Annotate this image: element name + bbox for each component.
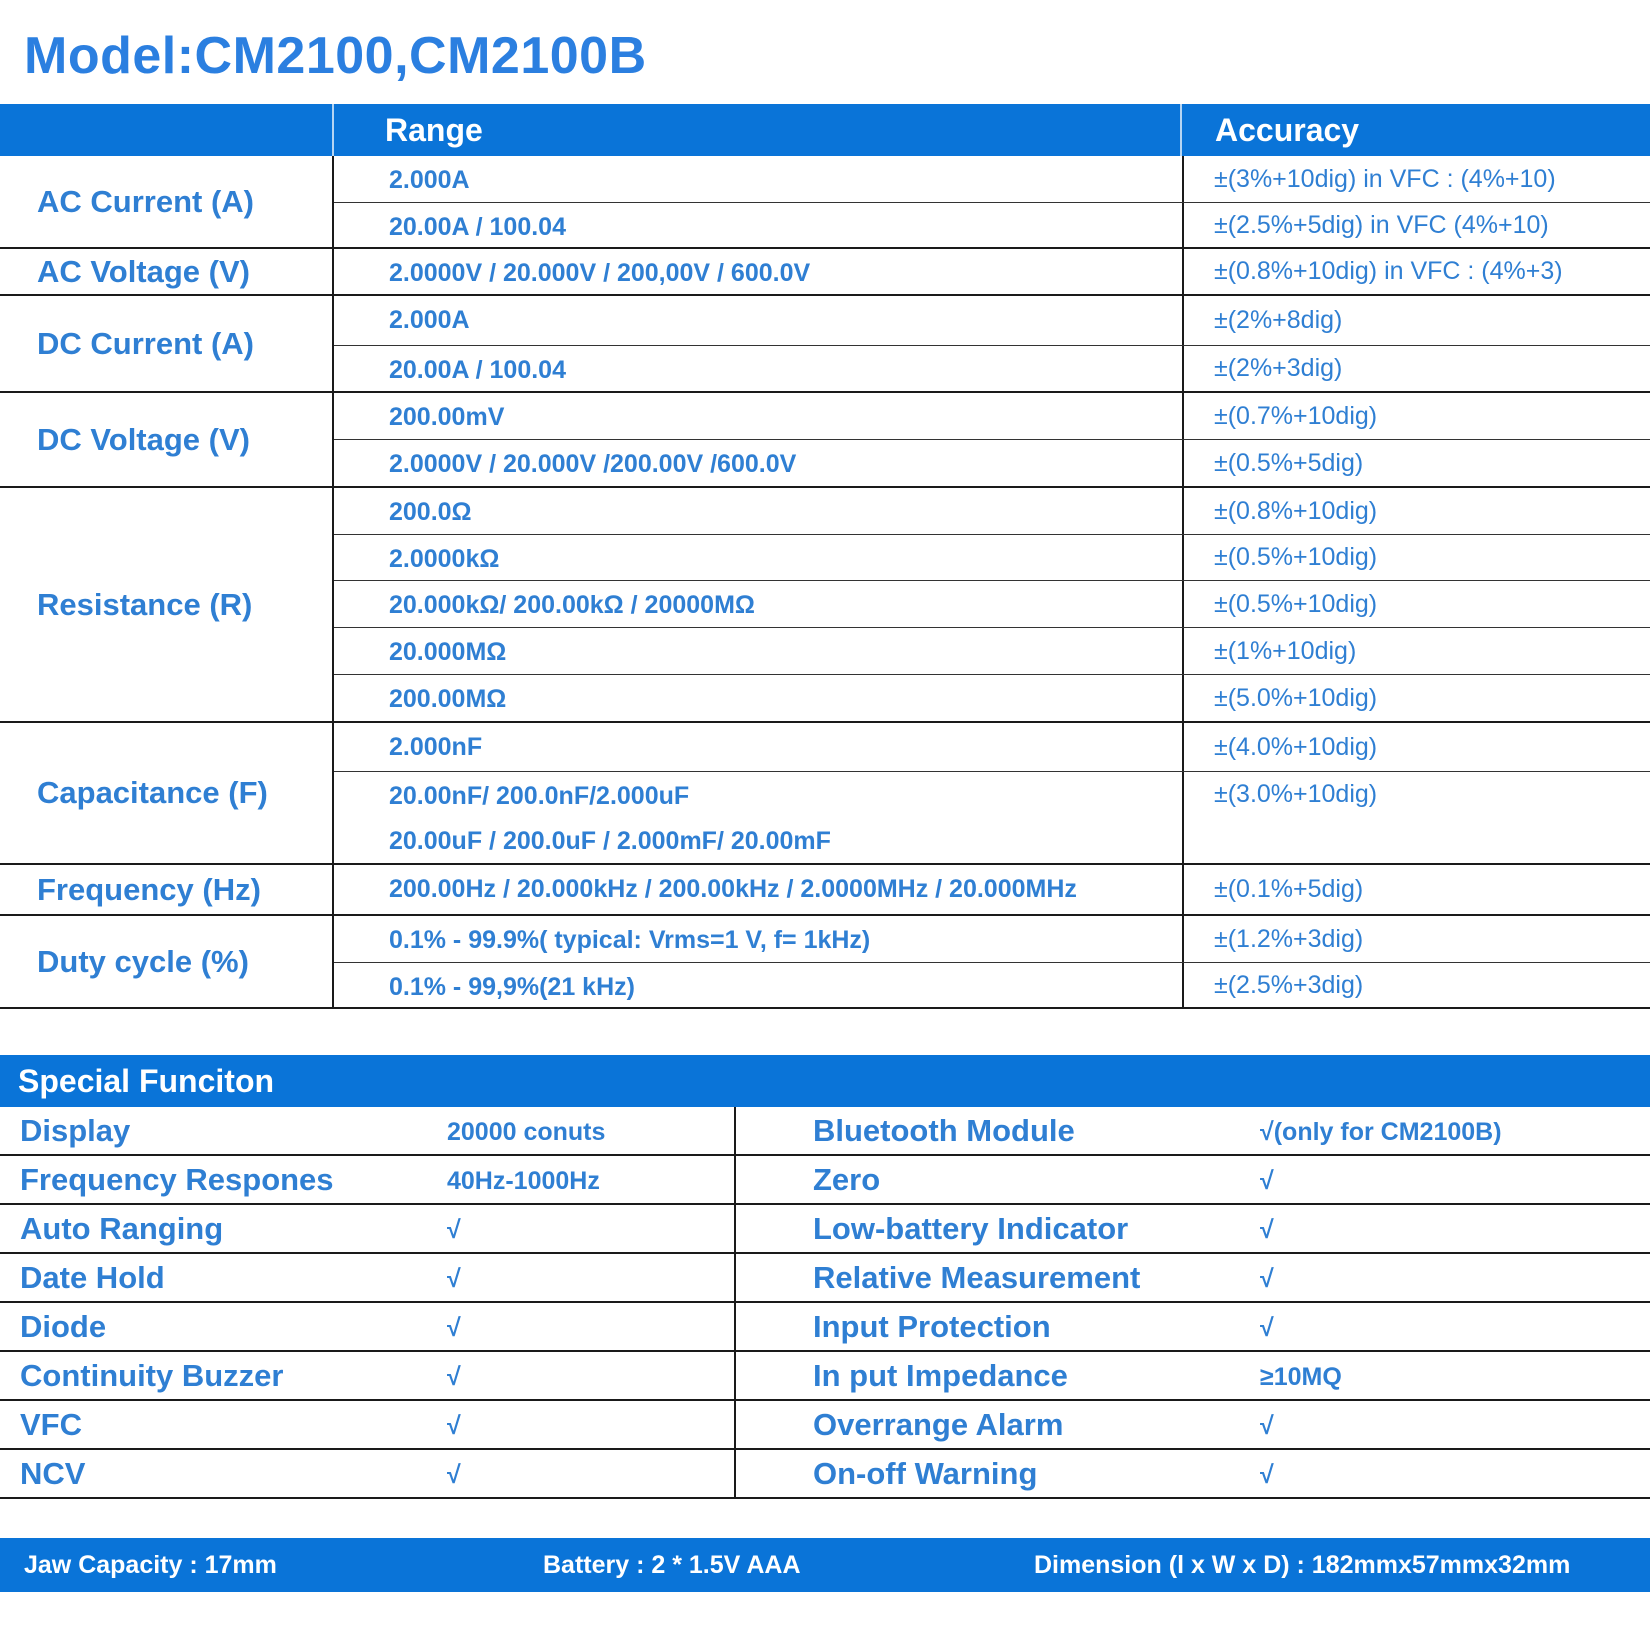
- feature-value: √: [1260, 1216, 1274, 1244]
- accuracy-value: ±(0.5%+10dig): [1182, 535, 1377, 580]
- range-value: 200.00MΩ: [389, 685, 507, 713]
- accuracy-value: ±(2%+3dig): [1182, 346, 1342, 391]
- spec-row: [334, 817, 1650, 863]
- battery-info: Battery : 2 * 1.5V AAA: [543, 1551, 801, 1579]
- accuracy-value: ±(3%+10dig) in VFC : (4%+10): [1182, 156, 1556, 202]
- spec-group: [0, 916, 1650, 1009]
- feature-name: Continuity Buzzer: [20, 1358, 284, 1393]
- measurement-label: AC Current (A): [37, 183, 254, 219]
- range-value: 2.000nF: [389, 733, 483, 761]
- feature-value: 20000 conuts: [447, 1118, 606, 1146]
- feature-name: NCV: [20, 1456, 86, 1491]
- feature-name: On-off Warning: [813, 1456, 1038, 1491]
- accuracy-value: ±(5.0%+10dig): [1182, 675, 1377, 721]
- measurement-label: AC Voltage (V): [37, 253, 250, 289]
- spec-row: [334, 535, 1650, 581]
- accuracy-value: ±(1.2%+3dig): [1182, 916, 1363, 962]
- accuracy-value: ±(2%+8dig): [1182, 296, 1342, 345]
- special-function-row: [0, 1303, 1650, 1352]
- feature-name: In put Impedance: [813, 1358, 1068, 1393]
- accuracy-value: ±(0.7%+10dig): [1182, 393, 1377, 439]
- range-value: 200.00Hz / 20.000kHz / 200.00kHz / 2.0000MHz / 20.000MHz: [389, 875, 1077, 903]
- special-function-section: [0, 1055, 1650, 1499]
- spec-row: [334, 865, 1650, 914]
- special-function-row: [0, 1254, 1650, 1303]
- accuracy-value: ±(0.5%+5dig): [1182, 440, 1363, 486]
- feature-name: Input Protection: [813, 1309, 1051, 1344]
- feature-value: √: [447, 1216, 461, 1244]
- measurement-label: Resistance (R): [37, 586, 253, 622]
- spec-group: [0, 296, 1650, 393]
- range-column-header: Range: [385, 112, 483, 148]
- feature-value: 40Hz-1000Hz: [447, 1167, 600, 1195]
- accuracy-value: ±(0.1%+5dig): [1182, 865, 1363, 914]
- accuracy-value: ±(1%+10dig): [1182, 628, 1356, 674]
- special-function-row: [0, 1156, 1650, 1205]
- feature-name: Overrange Alarm: [813, 1407, 1064, 1442]
- page-title: Model:CM2100,CM2100B: [24, 27, 647, 85]
- feature-value: √: [1260, 1167, 1274, 1195]
- feature-value: √(only for CM2100B): [1260, 1118, 1502, 1146]
- accuracy-value: ±(0.8%+10dig) in VFC : (4%+3): [1182, 249, 1563, 294]
- accuracy-value: ±(2.5%+5dig) in VFC (4%+10): [1182, 203, 1549, 247]
- feature-value: √: [1260, 1412, 1274, 1440]
- spec-group: [0, 723, 1650, 865]
- range-value: 2.0000V / 20.000V /200.00V /600.0V: [389, 450, 797, 478]
- feature-name: Diode: [20, 1309, 107, 1344]
- accuracy-column-header: Accuracy: [1215, 112, 1360, 148]
- range-value: 200.0Ω: [389, 498, 472, 526]
- feature-value: √: [1260, 1265, 1274, 1293]
- spec-table-header: [0, 104, 1650, 156]
- measurement-label: Duty cycle (%): [37, 943, 249, 979]
- spec-row: [334, 156, 1650, 203]
- accuracy-value: ±(0.8%+10dig): [1182, 488, 1377, 534]
- feature-value: √: [447, 1412, 461, 1440]
- range-value: 2.000A: [389, 166, 470, 194]
- accuracy-value: ±(4.0%+10dig): [1182, 723, 1377, 771]
- range-value: 2.000A: [389, 306, 470, 334]
- jaw-capacity: Jaw Capacity : 17mm: [24, 1551, 277, 1579]
- spec-groups: [0, 156, 1650, 1009]
- measurement-label: Capacitance (F): [37, 775, 268, 810]
- feature-name: Relative Measurement: [813, 1260, 1141, 1295]
- special-function-table: [0, 1107, 1650, 1499]
- spec-group: [0, 249, 1650, 296]
- spec-row: [334, 675, 1650, 721]
- accuracy-value: ±(0.5%+10dig): [1182, 581, 1377, 627]
- spec-row: [334, 393, 1650, 440]
- feature-name: Date Hold: [20, 1260, 165, 1295]
- spec-row: [334, 346, 1650, 391]
- special-function-header: Special Funciton: [0, 1055, 1650, 1107]
- spec-table: [0, 104, 1650, 1009]
- feature-name: Display: [20, 1113, 131, 1148]
- footer-bar: [0, 1538, 1650, 1592]
- special-function-row: [0, 1401, 1650, 1450]
- accuracy-value: ±(3.0%+10dig): [1182, 772, 1377, 817]
- spec-row: [334, 581, 1650, 628]
- range-value: 0.1% - 99,9%(21 kHz): [389, 973, 635, 1001]
- feature-value: √: [447, 1314, 461, 1342]
- dimension-info: Dimension (l x W x D) : 182mmx57mmx32mm: [1034, 1551, 1571, 1579]
- special-function-row: [0, 1352, 1650, 1401]
- feature-value: √: [447, 1461, 461, 1489]
- measurement-label: DC Current (A): [37, 325, 254, 361]
- special-function-row: [0, 1450, 1650, 1497]
- feature-name: Bluetooth Module: [813, 1113, 1075, 1148]
- feature-value: √: [447, 1363, 461, 1391]
- feature-name: Frequency Respones: [20, 1162, 334, 1197]
- spec-row: [334, 723, 1650, 772]
- spec-row: [334, 440, 1650, 486]
- range-value: 20.00uF / 200.0uF / 2.000mF/ 20.00mF: [389, 827, 831, 855]
- feature-value: √: [447, 1265, 461, 1293]
- range-value: 20.00A / 100.04: [389, 356, 566, 384]
- accuracy-value: ±(2.5%+3dig): [1182, 963, 1363, 1007]
- range-value: 0.1% - 99.9%( typical: Vrms=1 V, f= 1kHz): [389, 926, 871, 954]
- range-value: 20.00nF/ 200.0nF/2.000uF: [389, 782, 690, 810]
- spec-row: [334, 203, 1650, 247]
- spec-group: [0, 156, 1650, 249]
- spec-row: [334, 488, 1650, 535]
- range-value: 20.00A / 100.04: [389, 213, 566, 241]
- spec-group: [0, 865, 1650, 916]
- spec-group: [0, 393, 1650, 488]
- special-function-row: [0, 1107, 1650, 1156]
- spec-row: [334, 628, 1650, 675]
- range-value: 20.000kΩ/ 200.00kΩ / 20000MΩ: [389, 591, 755, 619]
- special-function-row: [0, 1205, 1650, 1254]
- feature-name: VFC: [20, 1407, 82, 1442]
- feature-value: ≥10MQ: [1260, 1363, 1342, 1391]
- feature-name: Zero: [813, 1162, 881, 1197]
- spec-row: [334, 249, 1650, 294]
- spec-row: [334, 772, 1650, 817]
- feature-value: √: [1260, 1314, 1274, 1342]
- range-value: 200.00mV: [389, 403, 505, 431]
- spec-row: [334, 916, 1650, 963]
- spec-row: [334, 963, 1650, 1007]
- feature-value: √: [1260, 1461, 1274, 1489]
- spec-row: [334, 296, 1650, 346]
- spec-group: [0, 488, 1650, 723]
- range-value: 2.0000kΩ: [389, 545, 500, 573]
- measurement-label: DC Voltage (V): [37, 421, 250, 457]
- feature-name: Auto Ranging: [20, 1211, 224, 1246]
- range-value: 2.0000V / 20.000V / 200,00V / 600.0V: [389, 259, 811, 287]
- feature-name: Low-battery Indicator: [813, 1211, 1129, 1246]
- accuracy-value: [1182, 817, 1214, 863]
- range-value: 20.000MΩ: [389, 638, 507, 666]
- measurement-label: Frequency (Hz): [37, 871, 261, 907]
